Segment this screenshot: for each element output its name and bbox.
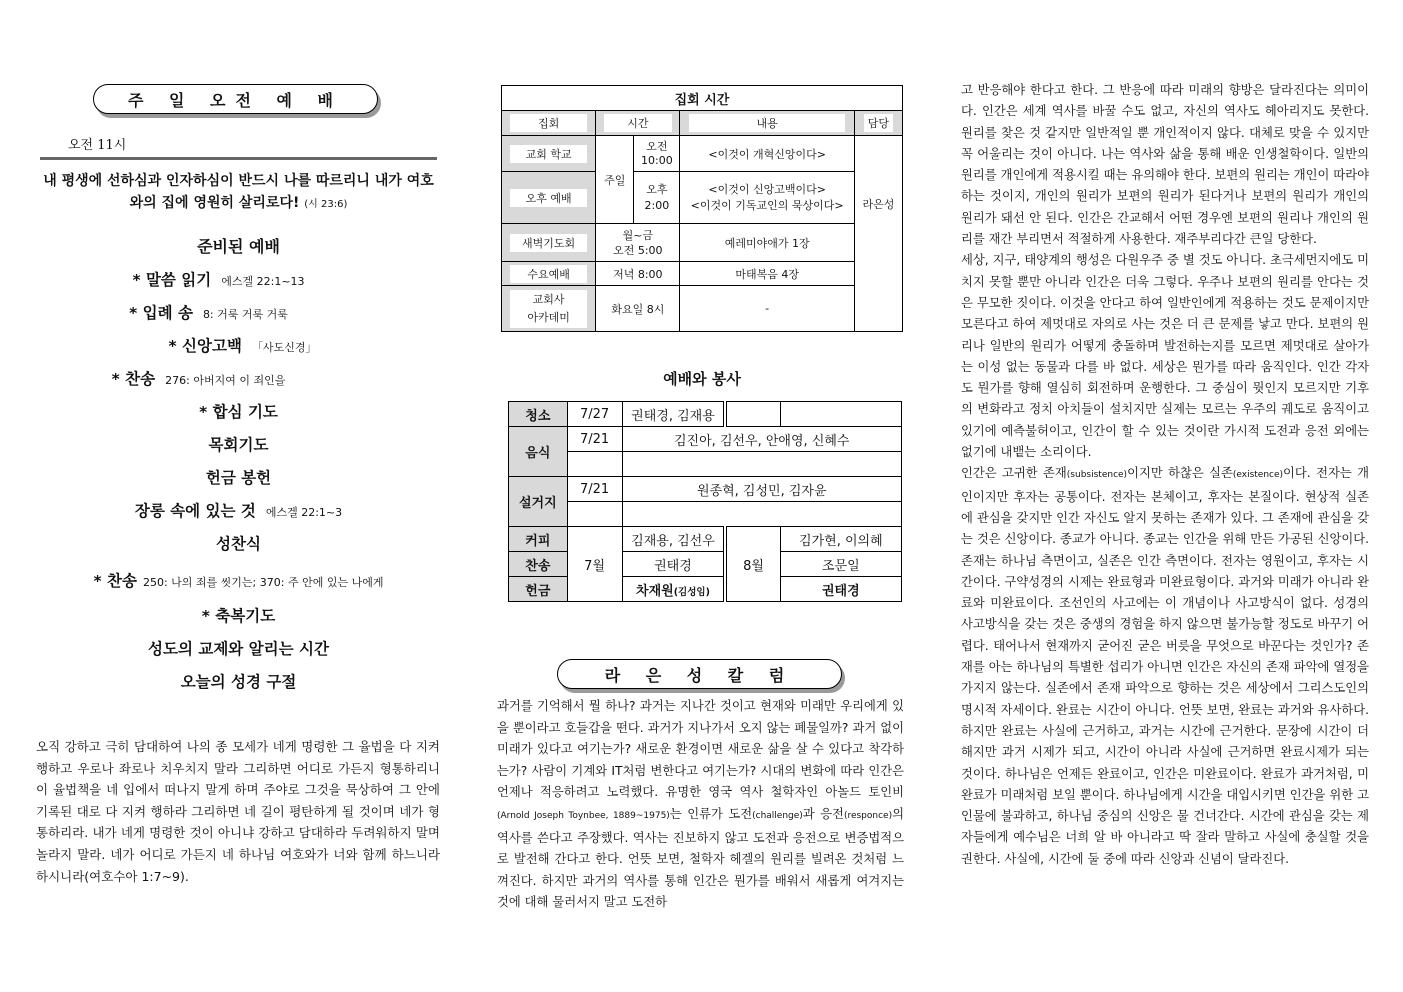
col-header-meeting: 집회 [502,111,596,136]
empty-cell [622,502,901,527]
duty-names: 권태경 [780,577,901,602]
service-duty-table [508,401,902,602]
col-header-time: 시간 [596,111,680,136]
meeting-name: 오후 예배 [502,172,596,224]
worship-service-title: 예배와 봉사 [663,370,741,388]
meeting-name: 교회 학교 [502,136,596,172]
service-time: 오전 11시 [68,138,127,153]
column-title: 라 은 성 칼 럼 [604,665,795,685]
column-body-part2 [961,80,1369,870]
duty-date: 7/21 [567,427,622,452]
meeting-content: <이것이 신앙고백이다> <이것이 기독교인의 묵상이다> [680,172,854,224]
meeting-time: 월~금 오전 5:00 [596,224,680,262]
column-paragraph: 인간은 고귀한 존재(subsistence)이지만 하찮은 실존(existence)이다. 전자는 개인이지만 후자는 공통이다. 전자는 본체이고, 후자는 본질이다. 현상적 실존에 관심을 갖지만 인간 자신도 알지 못하는 존재가 있다. 그 존재에 관심을 갖는 것은 신앙이다. 종교가 아니다. 종교는 인간을 위해 만든 가공된 신앙이다. 존재는 하나님 측면이고, 실존은 인간 측면이다. 전자는 영원이고, 후자는 시간이다. 구약성경의 시제는 완료형과 미완료형이다. 과거와 미래가 아니라 완료와 미완료이다. 조선인의 사고에는 이 개념이나 사고방식이 없다. 성경의 사고방식을 갖는 것은 중생의 경험을 하지 않으면 불가능할 정도로 바꾸기 어렵다. 태어나서 현재까지 굳어진 굳은 버릇을 무엇으로 바꾼다는 것인가? 존재를 아는 하나님의 특별한 섭리가 아니면 인간은 자신의 존재 파악에 열정을 가지지 않는다. 실존에서 존재 파악으로 향하는 것은 세상에서 그리스도인의 명시적 자세이다. 완료는 시간이 아니다. 언뜻 보면, 완료는 과거와 유사하다. 하지만 완료는 사실에 근거하고, 과거는 시간에 근거한다. 문장에 시간이 더해지만 과거 시제가 되고, 시간이 아니라 사실에 근거하면 완료시제가 되는 것이다. 하나님은 언제든 완료이고, 인간은 미완료이다. 완료가 과거처럼, 미완료가 미래처럼 보일 뿐이다. 하나님에게 시간을 대입시키면 인간을 위한 고인물에 불과하고, 하나님 중심의 신앙은 물 건너간다. 시간에 관심을 갖는 제자들에게 예수님은 너희 알 바 아니라고 딱 잘라 말하고 사실에 충실할 것을 권한다. 사실에, 시간에 둘 중에 따라 신앙과 신념이 달라진다. [961,466,1369,866]
duty-label: 음식 [509,427,568,477]
col-header-content: 내용 [680,111,854,136]
col-header-leader: 담당 [854,111,902,136]
meeting-time: 오전 10:00 [634,136,680,172]
meeting-content: 예레미야애가 1장 [680,224,854,262]
order-item: * 말씀 읽기 에스겔 22:1~13 [132,271,305,289]
order-item: 목회기도 [208,436,269,454]
meeting-day: 주일 [596,136,634,224]
duty-date: 7/21 [567,477,622,502]
order-item: 성찬식 [216,535,261,553]
column-paragraph: 세상, 지구, 태양계의 행성은 다원우주 중 별 것도 아니다. 초극세먼지에도 미치지 못할 뿐만 아니라 인간은 더욱 그렇다. 우주나 보편의 원리를 안다는 것은 무모한 짓이다. 이것을 안다고 하여 일반인에게 적용하는 것도 문제이지만 모른다고 하여 제멋대로 자의로 사는 것은 더 큰 문제를 낳고 만다. 보편의 원리나 일반의 원리가 어떻게 충돌하며 발전하는지를 모르면 제멋대로 살아가는 이성 없는 동물과 다를 바 없다. 세상은 뭔가를 따라 움직인다. 인간 각자도 뭔가를 향해 열심히 회전하며 운행한다. 그 중심이 뭣인지 모르지만 기후의 변화라고 정치 아치들이 설치지만 실제는 모르는 우주의 궤도로 움직이고 있기에 예측불허이고, 인간이 할 수 있는 것이란 가시적 도전과 응전 외에는 없기에 내뱉는 소리이다. [961,253,1369,460]
duty-label: 찬송 [509,552,568,577]
column-header [557,659,842,689]
duty-label: 헌금 [509,577,568,602]
motto-text: 내 평생에 선하심과 인자하심이 반드시 나를 따르리니 내가 여호와의 집에 영원히 살리로다! [43,173,434,211]
motto-reference: (시 23:6) [304,199,348,210]
duty-names: 원종혁, 김성민, 김자윤 [622,477,901,502]
empty-cell [567,452,622,477]
duty-names: 권태경 [622,552,725,577]
meeting-time: 오후 2:00 [634,172,680,224]
order-item: * 찬송 276: 아버지여 이 죄인을 [111,370,286,388]
meeting-name: 새벽기도회 [502,224,596,262]
meeting-name: 수요예배 [502,262,596,286]
order-title: 준비된 예배 [197,237,280,256]
meeting-table-title: 집회 시간 [502,86,903,111]
empty-cell [780,402,901,427]
order-item: * 신앙고백 「사도신경」 [168,337,317,355]
meeting-times-table [501,85,903,332]
order-item: * 축복기도 [201,607,276,625]
duty-label: 설거지 [509,477,568,527]
meeting-name: 교회사 아카데미 [502,286,596,332]
motto-verse [40,170,437,216]
order-item: * 합심 기도 [199,403,278,421]
order-item: 헌금 봉헌 [205,469,272,487]
duty-names: 김진아, 김선우, 안애영, 신혜수 [622,427,901,452]
empty-cell [567,502,622,527]
duty-date: 7/27 [567,402,622,427]
order-item: * 입례 송 8: 거룩 거룩 거룩 [129,304,288,322]
duty-names: 권태경, 김재용 [622,402,725,427]
duty-names: 차재원(김성임) [622,577,725,602]
order-item: 성도의 교제와 알리는 시간 [148,640,329,658]
month-label: 7월 [567,527,622,602]
meeting-content: - [680,286,854,332]
sunday-service-title: 주 일 오전 예 배 [127,90,344,110]
todays-scripture: 오직 강하고 극히 담대하여 나의 종 모세가 네게 명령한 그 율법을 다 지켜 행하고 우로나 좌로나 치우치지 말라 그리하면 어디로 가든지 형통하리니 이 율법책을 네 입에서 떠나지 말게 하며 주야로 그것을 묵상하여 그 안에 기록된 대로 다 지켜 행하라 그리하면 네 길이 평탄하게 될 것이며 네가 형통하리라. 내가 네게 명령한 것이 아니냐 강하고 담대하라 두려워하지 말며 놀라지 말라. 네가 어디로 가든지 네 하나님 여호와가 너와 함께 하느니라 하시니라(여호수아 1:7~9). [36,739,440,884]
meeting-time: 저녁 8:00 [596,262,680,286]
column-paragraph: 고 반응해야 한다고 한다. 그 반응에 따라 미래의 향방은 달라진다는 의미이다. 인간은 세계 역사를 바꿀 수도 없고, 자신의 역사도 헤아리지도 못한다. 원리를 찾은 것 같지만 일반적일 뿐 개인적이지 않다. 대체로 맞을 수 있지만 꼭 어울리는 것이 아니다. 나는 역사와 삶을 통해 배운 인생철학이다. 일반의 원리를 개인에게 적용시킬 때는 유의해야 한다. 보편의 원리는 개인이 따라야 하는 것이지, 개인의 원리가 보편의 원리가 된다거나 보편의 원리가 개인의 원리가 돼선 안 된다. 인간은 간교해서 어떤 경우엔 보편의 원리나 개인의 원리를 재간 부리면서 적절하게 사용한다. 재주부리다간 큰일 당한다. [961,83,1369,247]
meeting-time: 화요일 8시 [596,286,680,332]
duty-names: 조문일 [780,552,901,577]
order-item: 장롱 속에 있는 것 에스겔 22:1~3 [134,502,343,520]
duty-label: 커피 [509,527,568,552]
column-body-part1: 과거를 기억해서 뭘 하나? 과거는 지나간 것이고 현재와 미래만 우리에게 있을 뿐이라고 호들갑을 떤다. 과거가 지나가서 오지 않는 폐물일까? 과거 없이 미래가 있다고 여기는가? 새로운 환경이면 새로운 삶을 살 수 있다고 착각하는가? 사람이 기계와 IT처럼 변한다고 여기는가? 시대의 변화에 따라 인간은 언제나 적응하려고 노력했다. 유명한 영국 역사 철학자인 아놀드 토인비(Arnold Joseph Toynbee, 1889~1975)는 인류가 도전(challenge)과 응전(responce)의 역사를 쓴다고 주장했다. 역사는 진보하지 않고 도전과 응전으로 변증법적으로 발전해 간다고 한다. 언뜻 보면, 철학자 헤겔의 원리를 빌려온 것처럼 느껴진다. 하지만 과거의 역사를 통해 인간은 뭔가를 배워서 새롭게 여겨지는 것에 대해 물러서지 말고 도전하 [497,699,904,910]
meeting-content: <이것이 개혁신앙이다> [680,136,854,172]
meeting-content: 마태복음 4장 [680,262,854,286]
empty-cell [725,402,780,427]
order-item: 오늘의 성경 구절 [180,673,297,691]
duty-label: 청소 [509,402,568,427]
empty-cell [622,452,901,477]
month-label: 8월 [725,527,780,602]
order-item: * 찬송 250: 나의 죄를 씻기는; 370: 주 안에 있는 나에게 [93,572,384,590]
sunday-service-header [93,84,378,114]
meeting-leader: 라은성 [854,136,902,332]
duty-names: 김가현, 이의혜 [780,527,901,552]
divider [40,157,437,160]
duty-names: 김재용, 김선우 [622,527,725,552]
